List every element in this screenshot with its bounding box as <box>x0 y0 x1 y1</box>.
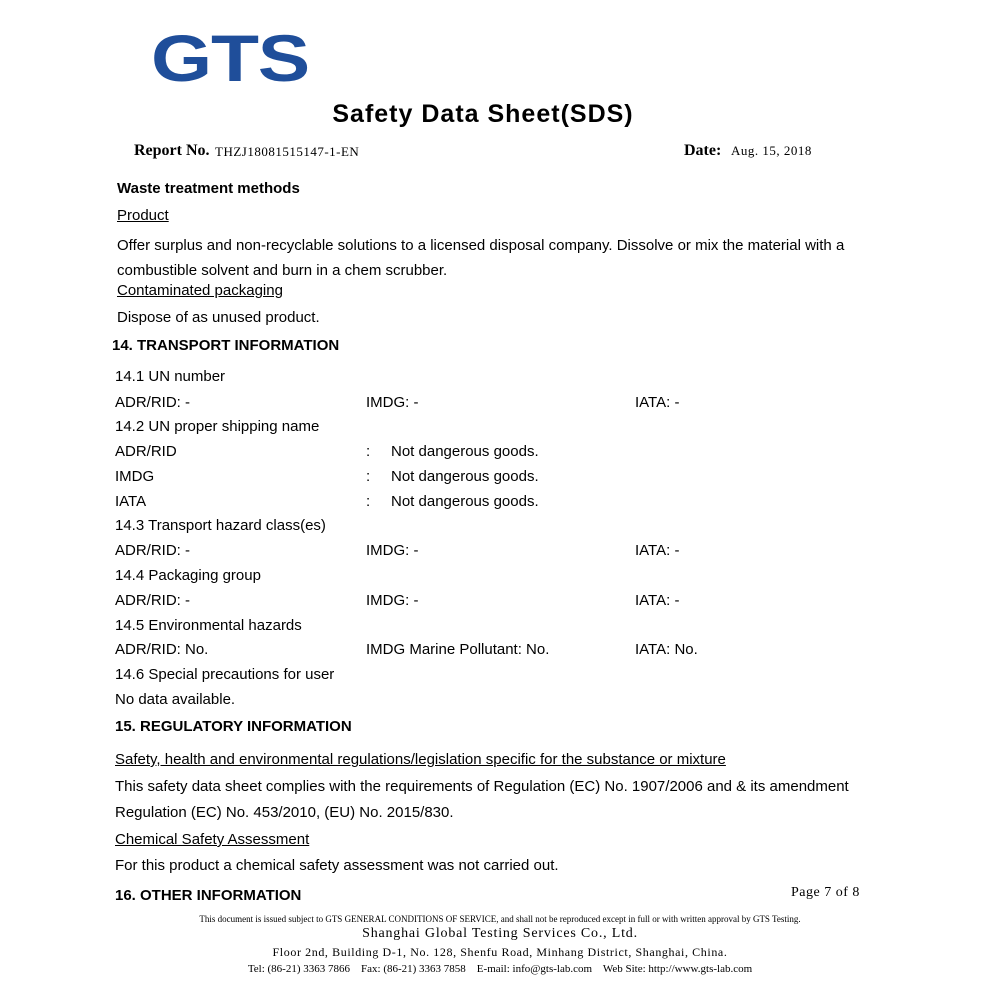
environmental-imdg: IMDG Marine Pollutant: No. <box>366 641 550 658</box>
waste-product-label: Product <box>117 207 169 224</box>
un-number-label: 14.1 UN number <box>115 368 226 385</box>
shipping-row-mode: ADR/RID <box>115 443 177 460</box>
shipping-row-value: Not dangerous goods. <box>391 493 539 510</box>
environmental-adr: ADR/RID: No. <box>115 641 209 658</box>
shipping-row-sep: : <box>366 468 371 485</box>
other-info-heading: 16. OTHER INFORMATION <box>115 887 302 904</box>
hazard-class-adr: ADR/RID: - <box>115 542 190 559</box>
hazard-class-iata: IATA: - <box>635 542 680 559</box>
date-value: Aug. 15, 2018 <box>731 143 812 158</box>
un-number-imdg: IMDG: - <box>366 394 419 411</box>
waste-product-text: Offer surplus and non-recyclable solutions to a licensed disposal company. Dissolve or mix the material with a combustible solvent and burn in a chem scrubber. <box>117 237 845 279</box>
report-number-label: Report No. <box>134 142 210 159</box>
regulatory-text-line: Regulation (EC) No. 453/2010, (EU) No. 2015/830. <box>115 804 454 821</box>
un-number-adr: ADR/RID: - <box>115 394 190 411</box>
shipping-row-sep: : <box>366 443 371 460</box>
footer-address: Floor 2nd, Building D-1, No. 128, Shenfu Road, Minhang District, Shanghai, China. <box>272 945 728 959</box>
hazard-class-label: 14.3 Transport hazard class(es) <box>115 517 326 534</box>
packaging-group-label: 14.4 Packaging group <box>115 567 261 584</box>
document-title: Safety Data Sheet(SDS) <box>332 100 634 128</box>
transport-heading: 14. TRANSPORT INFORMATION <box>112 337 340 354</box>
gts-logo <box>150 26 310 88</box>
regulatory-text-line: This safety data sheet complies with the requirements of Regulation (EC) No. 1907/2006 and & its amendment <box>115 778 849 795</box>
waste-packaging-text: Dispose of as unused product. <box>117 309 320 326</box>
page-number: Page 7 of 8 <box>791 885 860 900</box>
regulatory-sub-legislation: Safety, health and environmental regulations/legislation specific for the substance or mixture <box>115 751 726 768</box>
regulatory-sub-assessment: Chemical Safety Assessment <box>115 831 310 848</box>
gts-logo-graphic <box>150 26 310 88</box>
shipping-row-mode: IATA <box>115 493 147 510</box>
shipping-row-value: Not dangerous goods. <box>391 443 539 460</box>
waste-heading: Waste treatment methods <box>117 180 300 197</box>
special-precautions-value: No data available. <box>115 691 236 708</box>
environmental-label: 14.5 Environmental hazards <box>115 617 302 634</box>
footer-company: Shanghai Global Testing Services Co., Ltd. <box>362 926 638 941</box>
shipping-name-label: 14.2 UN proper shipping name <box>115 418 320 435</box>
shipping-row-mode: IMDG <box>115 468 155 485</box>
environmental-iata: IATA: No. <box>635 641 698 658</box>
packaging-group-imdg: IMDG: - <box>366 592 419 609</box>
packaging-group-iata: IATA: - <box>635 592 680 609</box>
date-label: Date: <box>684 142 722 159</box>
packaging-group-adr: ADR/RID: - <box>115 592 190 609</box>
report-number-value: THZJ18081515147-1-EN <box>215 144 360 159</box>
regulatory-heading: 15. REGULATORY INFORMATION <box>115 718 352 735</box>
footer-contact: Tel: (86-21) 3363 7866 Fax: (86-21) 3363 7858 E-mail: info@gts-lab.com Web Site: http://www.gts-lab.com <box>247 963 753 975</box>
footer-notice: This document is issued subject to GTS GENERAL CONDITIONS OF SERVICE, and shall not be reproduced except in full or with written approval by GTS Testing. <box>199 914 801 924</box>
special-precautions-label: 14.6 Special precautions for user <box>115 666 335 683</box>
shipping-row-value: Not dangerous goods. <box>391 468 539 485</box>
hazard-class-imdg: IMDG: - <box>366 542 419 559</box>
regulatory-text-line: For this product a chemical safety assessment was not carried out. <box>115 857 559 874</box>
un-number-iata: IATA: - <box>635 394 680 411</box>
waste-packaging-label: Contaminated packaging <box>117 282 283 299</box>
svg-text:GTS: GTS <box>151 26 309 88</box>
shipping-row-sep: : <box>366 493 371 510</box>
